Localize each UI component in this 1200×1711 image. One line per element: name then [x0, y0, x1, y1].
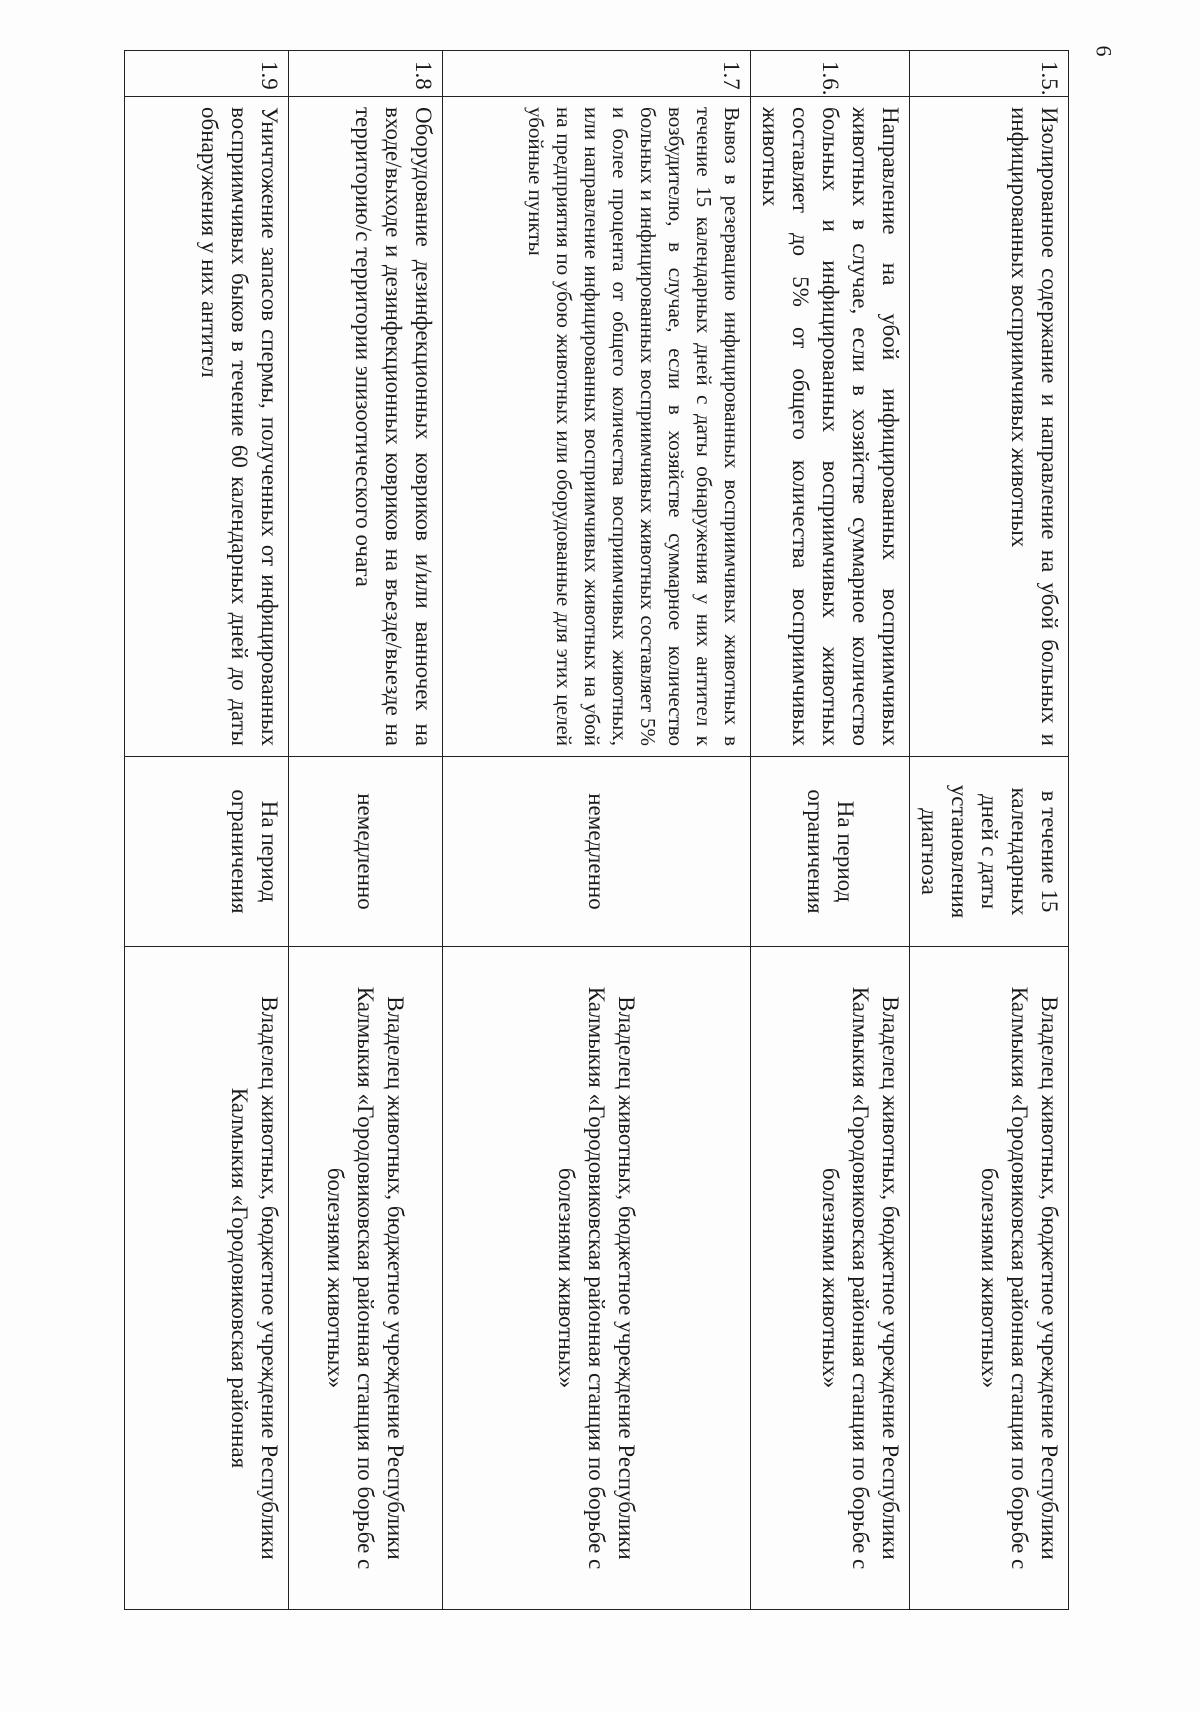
- table-row: [910, 51, 1069, 1610]
- measure-term: На период ограничения: [125, 757, 289, 947]
- measure-term: в течение 15 календарных дней с даты установления диагноза: [910, 757, 1069, 947]
- measure-description: Уничтожение запасов спермы, полученных от инфицированных восприимчивых быков в течение 60 календарных дней до даты обнаружения у них антител: [125, 97, 289, 757]
- measure-term: немедленно: [289, 757, 443, 947]
- measure-term: немедленно: [443, 757, 751, 947]
- measure-responsible: Владелец животных, бюджетное учреждение Республики Калмыкия «Городовиковская районная: [125, 947, 289, 1610]
- rotated-table-container: [139, 50, 1069, 1610]
- row-number: 1.8: [289, 51, 443, 97]
- row-number: 1.6.: [751, 51, 910, 97]
- measure-responsible: Владелец животных, бюджетное учреждение Республики Калмыкия «Городовиковская районная станция по борьбе с болезнями животных»: [443, 947, 751, 1610]
- measure-responsible: Владелец животных, бюджетное учреждение Республики Калмыкия «Городовиковская районная станция по борьбе с болезнями животных»: [910, 947, 1069, 1610]
- table-row: [289, 51, 443, 1610]
- measure-description: Оборудование дезинфекционных ковриков и/или ванночек на входе/выходе и дезинфекционных ковриков на въезде/выезде на территорию/с территории эпизоотического очага: [289, 97, 443, 757]
- measures-table: [124, 50, 1069, 1610]
- measure-description: Вывоз в резервацию инфицированных восприимчивых животных в течение 15 календарных дней с даты обнаружения у них антител к возбудителю, в случае, если в хозяйстве суммарное количество больных и инфицированных восприимчивых животных составляет 5% и более процента от общего количества восприимчивых животных, или направление инфицированных восприимчивых животных на убой на предприятия по убою животных или оборудованные для этих целей убойные пункты: [443, 97, 751, 757]
- table-row: [125, 51, 289, 1610]
- page-number: 6: [1091, 45, 1117, 57]
- measure-responsible: Владелец животных, бюджетное учреждение Республики Калмыкия «Городовиковская районная станция по борьбе с болезнями животных»: [289, 947, 443, 1610]
- measure-responsible: Владелец животных, бюджетное учреждение Республики Калмыкия «Городовиковская районная станция по борьбе с болезнями животных»: [751, 947, 910, 1610]
- measure-term: На период ограничения: [751, 757, 910, 947]
- row-number: 1.5.: [910, 51, 1069, 97]
- table-row: [443, 51, 751, 1610]
- measure-description: Изолированное содержание и направление на убой больных и инфицированных восприимчивых животных: [910, 97, 1069, 757]
- row-number: 1.9: [125, 51, 289, 97]
- table-row: [751, 51, 910, 1610]
- measure-description: Направление на убой инфицированных восприимчивых животных в случае, если в хозяйстве суммарное количество больных и инфицированных восприимчивых животных составляет до 5% от общего количества восприимчивых животных: [751, 97, 910, 757]
- row-number: 1.7: [443, 51, 751, 97]
